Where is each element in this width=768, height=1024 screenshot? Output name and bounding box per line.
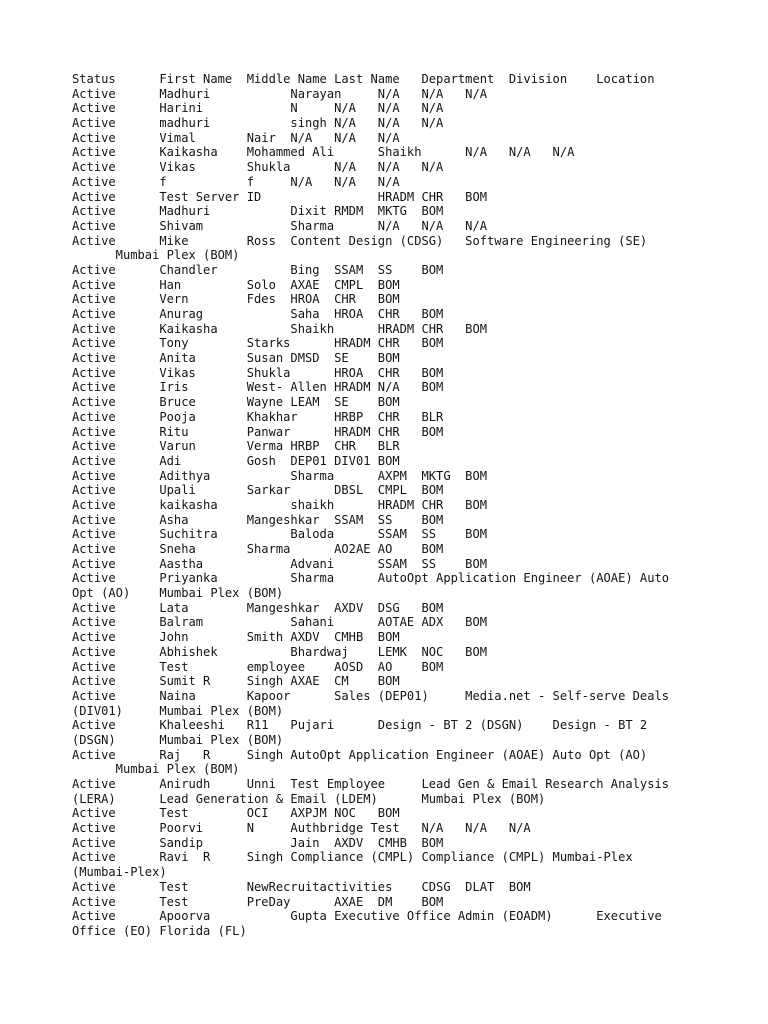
- table-row-line: Active Mike Ross Content Design (CDSG) Software Engineering (SE): [72, 233, 648, 248]
- table-row-line: Active Sandip Jain AXDV CMHB BOM: [72, 835, 444, 850]
- table-row-line: Active Upali Sarkar DBSL CMPL BOM: [72, 483, 444, 498]
- table-row-line: Active Kaikasha Shaikh HRADM CHR BOM: [72, 321, 488, 336]
- table-row-line: Active Test Server ID HRADM CHR BOM: [72, 189, 488, 204]
- table-row-line: Active John Smith AXDV CMHB BOM: [72, 630, 400, 645]
- table-row-line: Active kaikasha shaikh HRADM CHR BOM: [72, 497, 488, 512]
- table-row-line: Active Chandler Bing SSAM SS BOM: [72, 262, 444, 277]
- table-row-line: Mumbai Plex (BOM): [72, 248, 240, 263]
- table-row-line: Active Vern Fdes HROA CHR BOM: [72, 292, 400, 307]
- table-row-line: Active Adithya Sharma AXPM MKTG BOM: [72, 468, 488, 483]
- table-row-line: Active Han Solo AXAE CMPL BOM: [72, 277, 400, 292]
- table-row-line: Active Suchitra Baloda SSAM SS BOM: [72, 527, 488, 542]
- table-row-line: Active Madhuri Narayan N/A N/A N/A: [72, 86, 488, 101]
- table-row-line: Active Adi Gosh DEP01 DIV01 BOM: [72, 453, 400, 468]
- table-row-line: Active Bruce Wayne LEAM SE BOM: [72, 395, 400, 410]
- table-row-line: Active Abhishek Bhardwaj LEMK NOC BOM: [72, 644, 488, 659]
- table-row-line: Active Priyanka Sharma AutoOpt Application Engineer (AOAE) Auto: [72, 571, 670, 586]
- table-row-line: Office (EO) Florida (FL): [72, 923, 247, 938]
- table-row-line: Active Poorvi N Authbridge Test N/A N/A N/A: [72, 821, 531, 836]
- table-row-line: Active Aastha Advani SSAM SS BOM: [72, 556, 488, 571]
- table-row-line: Active Anurag Saha HROA CHR BOM: [72, 307, 444, 321]
- table-row-line: Active Naina Kapoor Sales (DEP01) Media.net - Self-serve Deals: [72, 688, 670, 703]
- table-row-line: Active Test NewRecruitactivities CDSG DLAT BOM: [72, 879, 531, 894]
- table-row-line: Active Test OCI AXPJM NOC BOM: [72, 806, 400, 821]
- table-row-line: Active Vimal Nair N/A N/A N/A: [72, 130, 400, 145]
- table-row-line: Active Sumit R Singh AXAE CM BOM: [72, 674, 400, 689]
- table-row-line: Active Vikas Shukla HROA CHR BOM: [72, 365, 444, 380]
- table-row-line: Opt (AO) Mumbai Plex (BOM): [72, 586, 284, 601]
- table-row-line: Active Tony Starks HRADM CHR BOM: [72, 336, 444, 351]
- table-row-line: Active Varun Verma HRBP CHR BLR: [72, 439, 400, 454]
- table-row-line: Active Test PreDay AXAE DM BOM: [72, 894, 444, 909]
- table-row-line: Active Vikas Shukla N/A N/A N/A: [72, 160, 444, 175]
- table-row-line: Active Shivam Sharma N/A N/A N/A: [72, 218, 488, 233]
- table-row-line: (LERA) Lead Generation & Email (LDEM) Mumbai Plex (BOM): [72, 791, 546, 806]
- table-row-line: (DSGN) Mumbai Plex (BOM): [72, 732, 284, 747]
- table-row-line: (Mumbai-Plex): [72, 865, 167, 880]
- table-row-line: Mumbai Plex (BOM): [72, 762, 240, 777]
- table-header-line: Status First Name Middle Name Last Name Department Division Location: [72, 72, 655, 86]
- document-body: [72, 72, 692, 939]
- table-row-line: Active f f N/A N/A N/A: [72, 174, 400, 189]
- table-row-line: Active Apoorva Gupta Executive Office Admin (EOADM) Executive: [72, 909, 662, 924]
- table-row-line: (DIV01) Mumbai Plex (BOM): [72, 703, 284, 718]
- table-row-line: Active Harini N N/A N/A N/A: [72, 101, 444, 116]
- table-row-line: Active Kaikasha Mohammed Ali Shaikh N/A N/A N/A: [72, 145, 575, 160]
- table-row-line: Active Lata Mangeshkar AXDV DSG BOM: [72, 600, 444, 615]
- table-row-line: Active Pooja Khakhar HRBP CHR BLR: [72, 409, 444, 424]
- table-row-line: Active madhuri singh N/A N/A N/A: [72, 116, 444, 131]
- table-row-line: Active Asha Mangeshkar SSAM SS BOM: [72, 512, 444, 527]
- table-row-line: Active Khaleeshi R11 Pujari Design - BT 2 (DSGN) Design - BT 2: [72, 718, 648, 733]
- table-row-line: Active Sneha Sharma AO2AE AO BOM: [72, 542, 444, 556]
- table-row-line: Active Anirudh Unni Test Employee Lead Gen & Email Research Analysis: [72, 777, 670, 791]
- table-row-line: Active Anita Susan DMSD SE BOM: [72, 351, 400, 366]
- table-row-line: Active Balram Sahani AOTAE ADX BOM: [72, 615, 488, 630]
- table-row-line: Active Madhuri Dixit RMDM MKTG BOM: [72, 204, 444, 219]
- table-row-line: Active Ravi R Singh Compliance (CMPL) Compliance (CMPL) Mumbai-Plex: [72, 850, 633, 865]
- table-row-line: Active Raj R Singh AutoOpt Application Engineer (AOAE) Auto Opt (AO): [72, 747, 648, 762]
- table-row-line: Active Test employee AOSD AO BOM: [72, 659, 444, 674]
- table-row-line: Active Iris West- Allen HRADM N/A BOM: [72, 380, 444, 395]
- table-row-line: Active Ritu Panwar HRADM CHR BOM: [72, 424, 444, 439]
